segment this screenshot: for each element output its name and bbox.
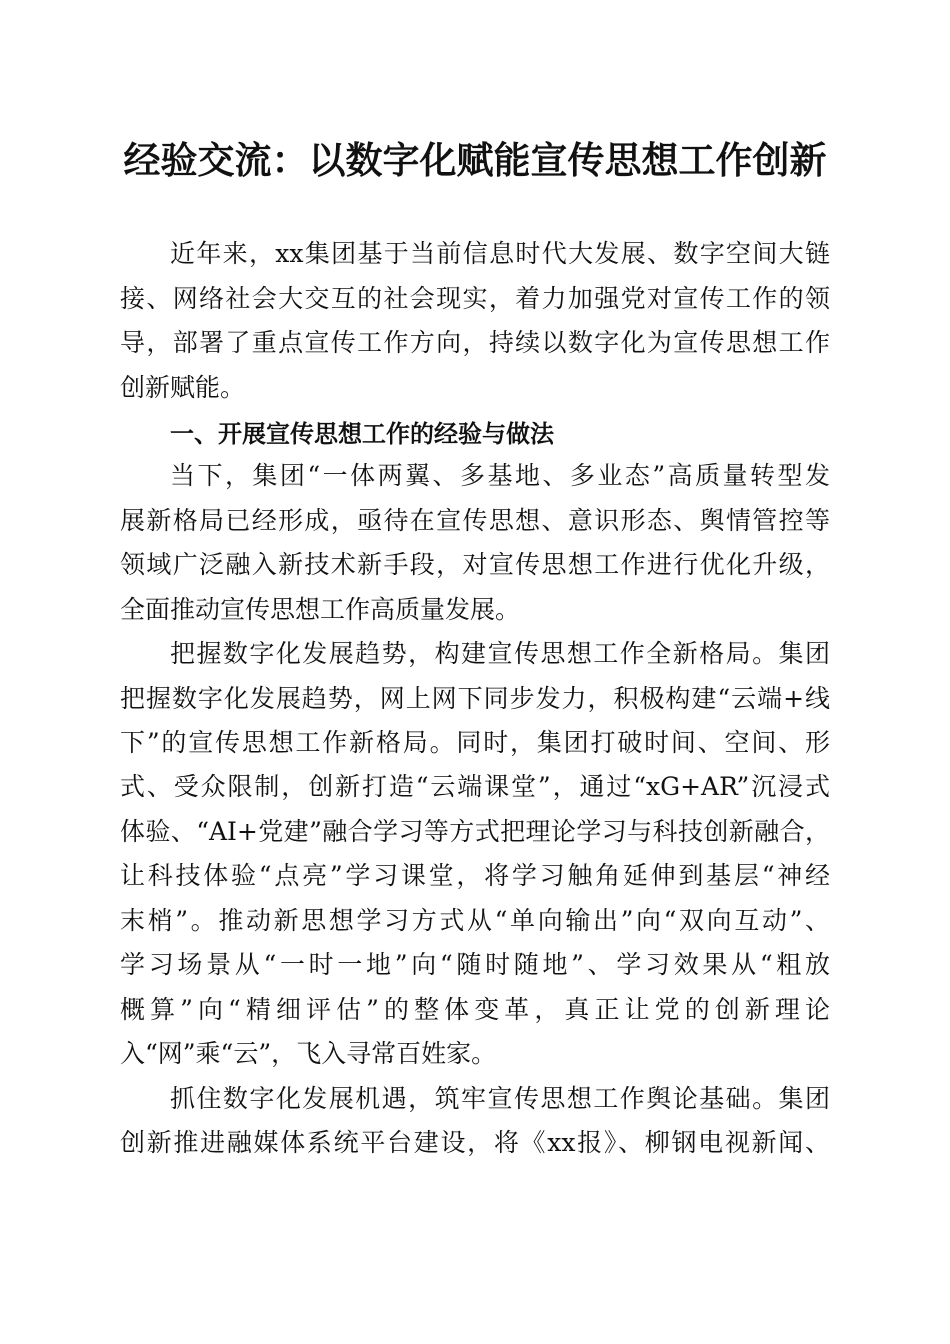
paragraph-3-line-6: 让科技体验“点亮”学习课堂，将学习触角延伸到基层“神经 (120, 861, 830, 890)
section-heading: 一、开展宣传思想工作的经验与做法 (170, 420, 554, 448)
paragraph-3-line-8: 学习场景从“一时一地”向“随时随地”、学习效果从“粗放 (120, 950, 830, 979)
paragraph-3-line-1: 把握数字化发展趋势，构建宣传思想工作全新格局。集团 (170, 639, 830, 668)
document-title: 经验交流：以数字化赋能宣传思想工作创新 (123, 138, 827, 182)
paragraph-3-line-3: 下”的宣传思想工作新格局。同时，集团打破时间、空间、形 (120, 728, 830, 757)
paragraph-1-line-1: 近年来，xx集团基于当前信息时代大发展、数字空间大链 (170, 239, 830, 268)
paragraph-2-line-4: 全面推动宣传思想工作高质量发展。 (120, 595, 521, 624)
paragraph-3-line-9: 概算”向“精细评估”的整体变革，真正让党的创新理论 (120, 995, 830, 1024)
paragraph-3-line-2: 把握数字化发展趋势，网上网下同步发力，积极构建“云端+线 (120, 684, 830, 713)
paragraph-1-line-4: 创新赋能。 (120, 373, 246, 402)
paragraph-3-line-7: 末梢”。推动新思想学习方式从“单向输出”向“双向互动”、 (120, 906, 830, 935)
paragraph-2-line-3: 领域广泛融入新技术新手段，对宣传思想工作进行优化升级， (120, 550, 830, 579)
paragraph-4-line-1: 抓住数字化发展机遇，筑牢宣传思想工作舆论基础。集团 (170, 1084, 830, 1113)
paragraph-3-line-4: 式、受众限制，创新打造“云端课堂”，通过“xG+AR”沉浸式 (120, 772, 830, 801)
paragraph-3-line-5: 体验、“AI+党建”融合学习等方式把理论学习与科技创新融合， (120, 817, 830, 846)
paragraph-1-line-3: 导，部署了重点宣传工作方向，持续以数字化为宣传思想工作 (120, 328, 830, 357)
paragraph-3-line-10: 入“网”乘“云”，飞入寻常百姓家。 (120, 1039, 497, 1068)
paragraph-2-line-1: 当下，集团“一体两翼、多基地、多业态”高质量转型发 (170, 461, 830, 490)
paragraph-1-line-2: 接、网络社会大交互的社会现实，着力加强党对宣传工作的领 (120, 284, 830, 313)
paragraph-4-line-2: 创新推进融媒体系统平台建设，将《xx报》、柳钢电视新闻、 (120, 1128, 830, 1157)
paragraph-2-line-2: 展新格局已经形成，亟待在宣传思想、意识形态、舆情管控等 (120, 506, 830, 535)
